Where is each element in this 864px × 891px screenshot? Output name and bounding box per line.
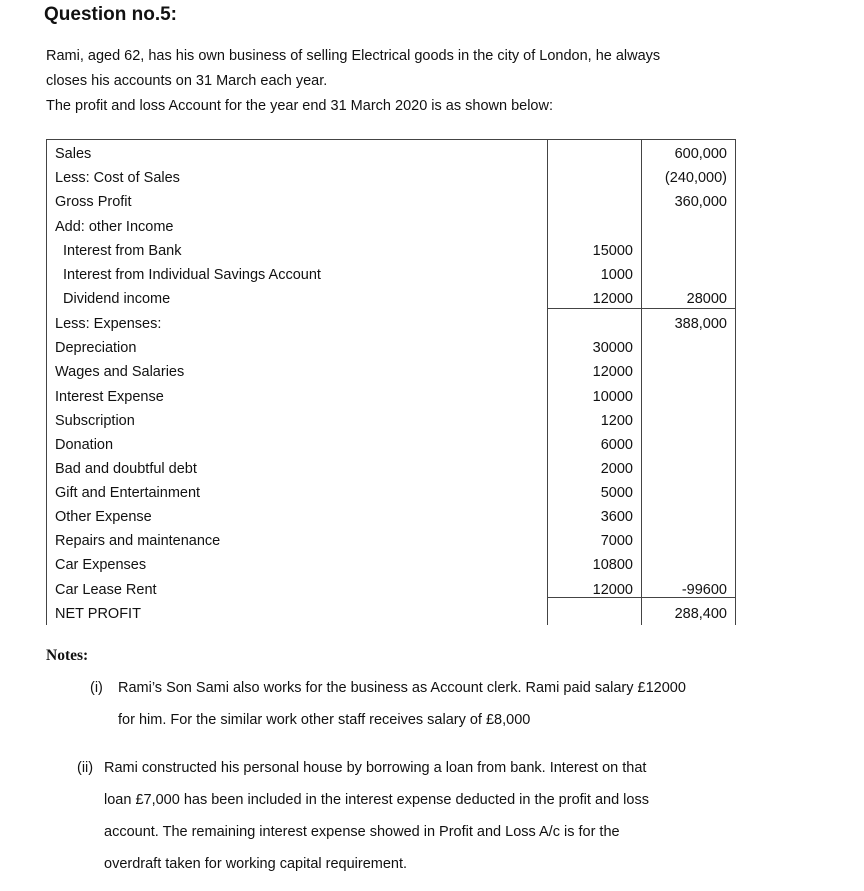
row-label: Interest Expense <box>55 389 164 405</box>
note-line: for him. For the similar work other staff receives salary of £8,000 <box>118 712 531 728</box>
row-total: 28000 <box>686 291 727 307</box>
row-amount: 7000 <box>600 533 633 549</box>
table-row <box>47 166 735 190</box>
row-label: Gross Profit <box>55 194 132 210</box>
row-amount: 3600 <box>600 509 633 525</box>
note-number: (ii) <box>77 760 94 776</box>
row-amount: 12000 <box>592 582 633 598</box>
table-row <box>47 481 735 505</box>
table-row <box>47 529 735 553</box>
row-amount: 12000 <box>592 291 633 307</box>
row-label: Subscription <box>55 413 135 429</box>
table-row <box>47 142 735 166</box>
question-heading: Question no.5: <box>44 4 177 25</box>
row-total: 288,400 <box>674 606 727 622</box>
note-line: loan £7,000 has been included in the interest expense deducted in the profit and loss <box>104 792 649 808</box>
note-item <box>77 752 737 880</box>
table-row <box>47 505 735 529</box>
table-row <box>47 215 735 239</box>
row-total: -99600 <box>681 582 727 598</box>
intro-paragraph <box>46 44 660 119</box>
row-label: Less: Expenses: <box>55 316 162 332</box>
intro-line: Rami, aged 62, has his own business of selling Electrical goods in the city of London, he always <box>46 48 661 64</box>
row-label: Sales <box>55 146 92 162</box>
row-label: Wages and Salaries <box>55 364 185 380</box>
row-total: (240,000) <box>664 170 727 186</box>
table-row <box>47 336 735 360</box>
table-row <box>47 602 735 626</box>
row-label: Car Lease Rent <box>55 582 157 598</box>
profit-and-loss-table <box>46 139 736 625</box>
table-row <box>47 263 735 287</box>
row-label: NET PROFIT <box>55 606 141 622</box>
table-row <box>47 553 735 577</box>
table-row <box>47 360 735 384</box>
note-line: Rami’s Son Sami also works for the business as Account clerk. Rami paid salary £12000 <box>118 680 686 696</box>
row-amount: 6000 <box>600 437 633 453</box>
row-label: Car Expenses <box>55 557 147 573</box>
row-label: Less: Cost of Sales <box>55 170 180 186</box>
note-line: account. The remaining interest expense showed in Profit and Loss A/c is for the <box>104 824 620 840</box>
intro-line: closes his accounts on 31 March each year. <box>46 73 328 89</box>
note-item <box>90 672 770 736</box>
note-line: Rami constructed his personal house by borrowing a loan from bank. Interest on that <box>104 760 647 776</box>
table-row <box>47 287 735 311</box>
row-label: Bad and doubtful debt <box>55 461 197 477</box>
row-amount: 2000 <box>600 461 633 477</box>
notes-title: Notes: <box>46 647 89 664</box>
row-label: Interest from Individual Savings Account <box>63 267 321 283</box>
table-row <box>47 312 735 336</box>
row-total: 600,000 <box>674 146 727 162</box>
table-row <box>47 409 735 433</box>
table-row <box>47 190 735 214</box>
table-row <box>47 239 735 263</box>
row-amount: 10800 <box>592 557 633 573</box>
row-label: Add: other Income <box>55 219 174 235</box>
row-total: 360,000 <box>674 194 727 210</box>
row-total: 388,000 <box>674 316 727 332</box>
row-label: Dividend income <box>63 291 171 307</box>
table-row <box>47 578 735 602</box>
row-amount: 1000 <box>600 267 633 283</box>
row-amount: 30000 <box>592 340 633 356</box>
row-amount: 5000 <box>600 485 633 501</box>
row-amount: 12000 <box>592 364 633 380</box>
row-amount: 10000 <box>592 389 633 405</box>
row-label: Depreciation <box>55 340 137 356</box>
row-amount: 1200 <box>600 413 633 429</box>
row-label: Interest from Bank <box>63 243 182 259</box>
note-number: (i) <box>90 680 103 696</box>
row-label: Gift and Entertainment <box>55 485 201 501</box>
note-line: overdraft taken for working capital requirement. <box>104 856 408 872</box>
row-label: Donation <box>55 437 114 453</box>
table-row <box>47 457 735 481</box>
row-label: Other Expense <box>55 509 152 525</box>
table-row <box>47 385 735 409</box>
row-amount: 15000 <box>592 243 633 259</box>
row-label: Repairs and maintenance <box>55 533 221 549</box>
intro-line: The profit and loss Account for the year end 31 March 2020 is as shown below: <box>46 98 553 114</box>
table-row <box>47 433 735 457</box>
